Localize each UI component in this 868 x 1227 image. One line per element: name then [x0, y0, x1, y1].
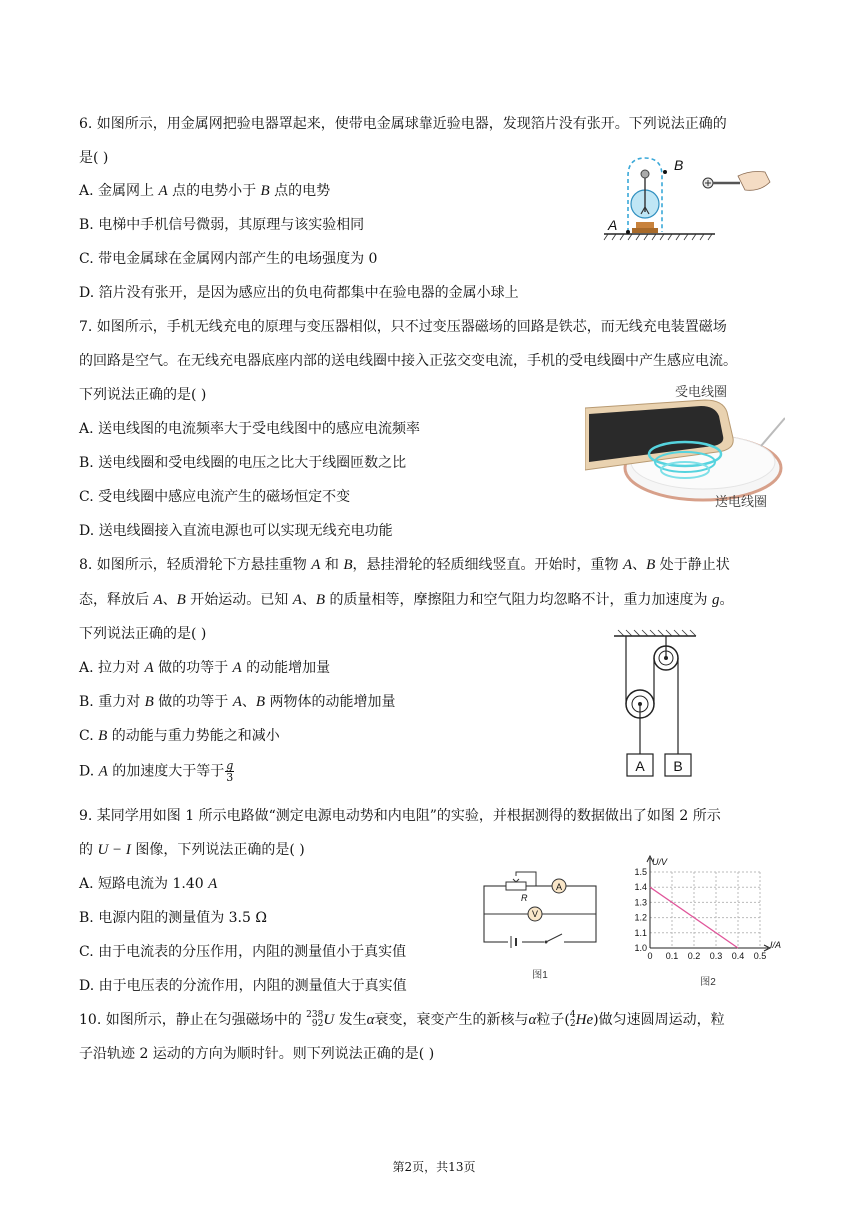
q9-ammeter-label: A	[555, 882, 563, 892]
q7-stem-line2: 的回路是空气。在无线充电器底座内部的送电线圈中接入正弦交变电流，手机的受电线圈中产生感应电流。	[79, 353, 737, 369]
q10-stem-line2: 子沿轨迹 2 运动的方向为顺时针。则下列说法正确的是( )	[79, 1046, 435, 1062]
q8-pulley-figure	[612, 628, 702, 783]
q8-box-a-label: A	[635, 758, 645, 774]
q8-stem-line3: 下列说法正确的是( )	[79, 626, 207, 642]
q10-helium-nuclide-indices: 4 2	[569, 1010, 576, 1029]
page-footer: 第2页，共13页	[392, 1160, 476, 1174]
q7-label-receive-coil: 受电线圈	[675, 384, 728, 399]
q9-figure-1-caption: 图1	[532, 970, 548, 981]
graph-x-tick-label: 0.2	[687, 951, 701, 961]
q9-stem-line1: 9. 某同学用如图 1 所示电路做“测定电源电动势和内电阻”的实验，并根据测得的数据做出了如图 2 所示	[79, 808, 721, 824]
q9-stem-line2: 的 U − I 图像，下列说法正确的是( )	[79, 842, 305, 858]
q9-option-b: B. 电源内阻的测量值为 3.5 Ω	[79, 910, 267, 926]
q8-option-a: A. 拉力对 A 做的功等于 A 的动能增加量	[79, 660, 331, 676]
graph-y-tick-label: 1.5	[634, 867, 647, 877]
graph-y-tick-label: 1.3	[634, 897, 647, 908]
graph-x-tick-label: 0.5	[753, 951, 767, 961]
q6-stem-line1: 6. 如图所示，用金属网把验电器罩起来，使带电金属球靠近验电器，发现箔片没有张开。下列说法正确的	[79, 116, 727, 132]
q8-option-b: B. 重力对 B 做的功等于 A、B 两物体的动能增加量	[79, 694, 396, 710]
q8-box-b-label: B	[673, 758, 683, 774]
q9-figure-2-caption: 图2	[700, 977, 716, 988]
q6-electroscope-figure	[600, 152, 780, 252]
q8-option-d: D. A 的加速度大于等于 $\frac{g}{3}$	[79, 759, 234, 784]
q7-option-a: A. 送电线图的电流频率大于受电线图中的感应电流频率	[79, 421, 421, 437]
q6-label-a: A	[608, 217, 618, 233]
q9-option-c: C. 由于电流表的分压作用，内阻的测量值小于真实值	[79, 944, 407, 960]
graph-y-tick-label: 1.0	[634, 943, 647, 953]
q7-option-c: C. 受电线圈中感应电流产生的磁场恒定不变	[79, 489, 351, 505]
q7-label-send-coil: 送电线圈	[715, 494, 768, 509]
q6-option-b: B. 电梯中手机信号微弱，其原理与该实验相同	[79, 217, 365, 233]
q6-option-a: A. 金属网上 A 点的电势小于 B 点的电势	[79, 183, 331, 199]
q10-uranium-nuclide-indices: 238 92	[306, 1010, 324, 1029]
q9-graph-y-axis-label: U/V	[652, 857, 668, 867]
q9-option-d: D. 由于电压表的分流作用，内阻的测量值大于真实值	[79, 978, 407, 994]
graph-y-tick-label: 1.4	[634, 882, 647, 893]
q8-option-c: C. B 的动能与重力势能之和减小	[79, 728, 280, 744]
q7-option-b: B. 送电线圈和受电线圈的电压之比大于线圈匝数之比	[79, 455, 407, 471]
q9-circuit-figure-1	[478, 866, 603, 991]
q9-option-a: A. 短路电流为 1.40 A	[79, 876, 218, 892]
q7-stem-line1: 7. 如图所示，手机无线充电的原理与变压器相似，只不过变压器磁场的回路是铁芯，而无线充电装置磁场	[79, 319, 727, 335]
q6-option-d: D. 箔片没有张开，是因为感应出的负电荷都集中在验电器的金属小球上	[79, 285, 519, 301]
q7-stem-line3: 下列说法正确的是( )	[79, 387, 207, 403]
graph-x-tick-label: 0.4	[731, 951, 745, 961]
graph-y-tick-label: 1.2	[634, 912, 647, 923]
q6-label-b: B	[674, 157, 684, 173]
q9-rheostat-label: R	[521, 893, 528, 903]
graph-y-tick-label: 1.1	[634, 927, 647, 938]
graph-x-tick-label: 0.3	[709, 951, 723, 961]
q6-option-c: C. 带电金属球在金属网内部产生的电场强度为 0	[79, 251, 378, 267]
q6-stem-line2: 是( )	[79, 150, 109, 166]
q7-wireless-charger-figure	[585, 378, 785, 513]
q8-stem-line2: 态，释放后 A、B 开始运动。已知 A、B 的质量相等，摩擦阻力和空气阻力均忽略不计，重力加速度为 g。	[79, 592, 734, 608]
q10-stem-line1: 10. 如图所示，静止在匀强磁场中的 238 92 U 发生α衰变，衰变产生的新核与α粒子( 4 2 He)做匀速圆周运动，粒	[79, 1010, 725, 1029]
q8-fraction-g-over-3: $\frac{g}{3}$	[226, 759, 234, 784]
q7-option-d: D. 送电线圈接入直流电源也可以实现无线充电功能	[79, 523, 393, 539]
q9-voltmeter-label: V	[531, 909, 539, 919]
graph-x-tick-label: 0.1	[665, 951, 679, 961]
q8-stem-line1: 8. 如图所示，轻质滑轮下方悬挂重物 A 和 B，悬挂滑轮的轻质细线竖直。开始时，重物 A、B 处于静止状	[79, 557, 730, 573]
graph-x-tick-label: 0	[647, 951, 653, 961]
q9-graph-x-axis-label: I/A	[770, 940, 782, 950]
q9-ui-graph-figure-2	[620, 852, 790, 992]
